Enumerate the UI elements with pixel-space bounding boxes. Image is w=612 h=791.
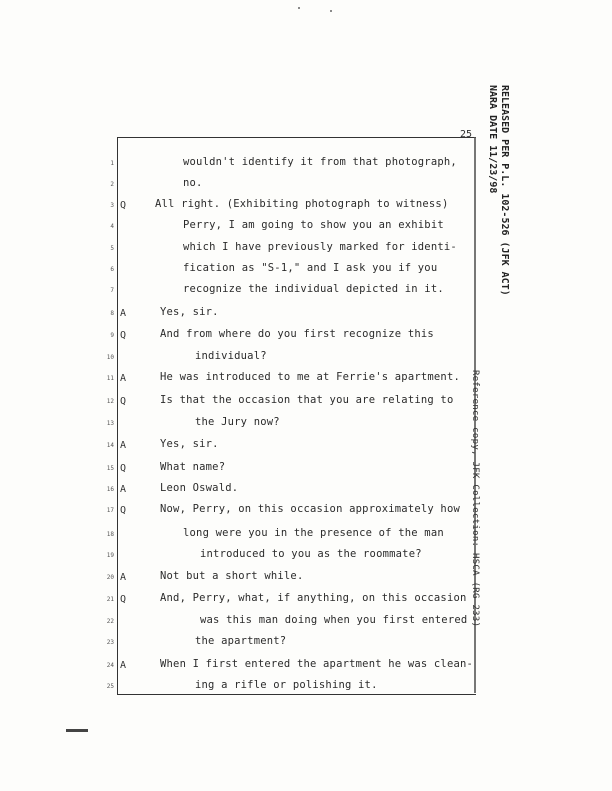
line-number: 12 [106, 398, 114, 405]
transcript-line-text: fication as "S-1," and I ask you if you [183, 262, 438, 274]
line-number: 7 [110, 287, 114, 294]
line-number: 19 [106, 552, 114, 559]
transcript-line-text: Yes, sir. [160, 306, 219, 318]
line-number: 2 [110, 181, 114, 188]
transcript-line-text: the Jury now? [195, 416, 280, 428]
transcript-line-text: Leon Oswald. [160, 482, 239, 494]
line-number: 15 [106, 465, 114, 472]
line-number: 4 [110, 223, 114, 230]
transcript-line-text: no. [183, 177, 203, 189]
line-number: 14 [106, 442, 114, 449]
line-number: 1 [110, 160, 114, 167]
line-number: 3 [110, 202, 114, 209]
transcript-line-text: which I have previously marked for identi- [183, 241, 457, 253]
line-number: 23 [106, 639, 114, 646]
transcript-line-text: was this man doing when you first entered [200, 614, 468, 626]
transcript-line-text: When I first entered the apartment he was clean- [160, 658, 474, 670]
release-stamp-line2: NARA DATE 11/23/98 [487, 85, 498, 194]
transcript-line-text: individual? [195, 350, 267, 362]
release-stamp [486, 85, 510, 296]
transcript-line-text: All right. (Exhibiting photograph to witness) [155, 198, 449, 210]
speaker-label: A [120, 308, 127, 319]
transcript-line-text: the apartment? [195, 635, 287, 647]
reference-note: Reference copy, JFK Collection: HSCA (RG 233) [470, 370, 480, 628]
speaker-label: Q [120, 594, 127, 605]
transcript-line-text: He was introduced to me at Ferrie's apartment. [160, 371, 460, 383]
line-number: 16 [106, 486, 114, 493]
line-number: 5 [110, 245, 114, 252]
speaker-label: A [120, 484, 127, 495]
line-number: 13 [106, 420, 114, 427]
line-number: 17 [106, 507, 114, 514]
scan-speck [330, 10, 332, 12]
line-number: 25 [106, 683, 114, 690]
transcript-line-text: Not but a short while. [160, 570, 304, 582]
speaker-label: A [120, 572, 127, 583]
line-number: 6 [110, 266, 114, 273]
transcript-line-text: wouldn't identify it from that photograph, [183, 156, 457, 168]
release-stamp-line1: RELEASED PER P.L. 102-526 (JFK ACT) [499, 85, 510, 296]
speaker-label: Q [120, 396, 127, 407]
line-number: 20 [106, 574, 114, 581]
line-number: 10 [106, 354, 114, 361]
speaker-label: Q [120, 463, 127, 474]
line-number: 21 [106, 596, 114, 603]
speaker-label: Q [120, 505, 127, 516]
speaker-label: Q [120, 200, 127, 211]
transcript-line-text: long were you in the presence of the man [183, 527, 444, 539]
speaker-label: Q [120, 330, 127, 341]
scan-speck [298, 7, 300, 9]
speaker-label: A [120, 440, 127, 451]
line-number: 8 [110, 310, 114, 317]
line-number: 18 [106, 531, 114, 538]
transcript-line-text: ing a rifle or polishing it. [195, 679, 378, 691]
speaker-label: A [120, 660, 127, 671]
transcript-line-text: Is that the occasion that you are relating to [160, 394, 454, 406]
transcript-line-text: Yes, sir. [160, 438, 219, 450]
transcript-line-text: Perry, I am going to show you an exhibit [183, 219, 444, 231]
line-number: 22 [106, 618, 114, 625]
page-number: 25 [460, 129, 473, 140]
transcript-line-text: introduced to you as the roommate? [200, 548, 422, 560]
transcript-line-text: recognize the individual depicted in it. [183, 283, 444, 295]
transcript-line-text: And from where do you first recognize this [160, 328, 434, 340]
transcript-line-text: What name? [160, 461, 226, 473]
line-number: 9 [110, 332, 114, 339]
line-number: 11 [106, 375, 114, 382]
transcript-line-text: Now, Perry, on this occasion approximately how [160, 503, 460, 515]
margin-mark [66, 729, 88, 732]
transcript-line-text: And, Perry, what, if anything, on this occasion [160, 592, 467, 604]
line-number: 24 [106, 662, 114, 669]
speaker-label: A [120, 373, 127, 384]
